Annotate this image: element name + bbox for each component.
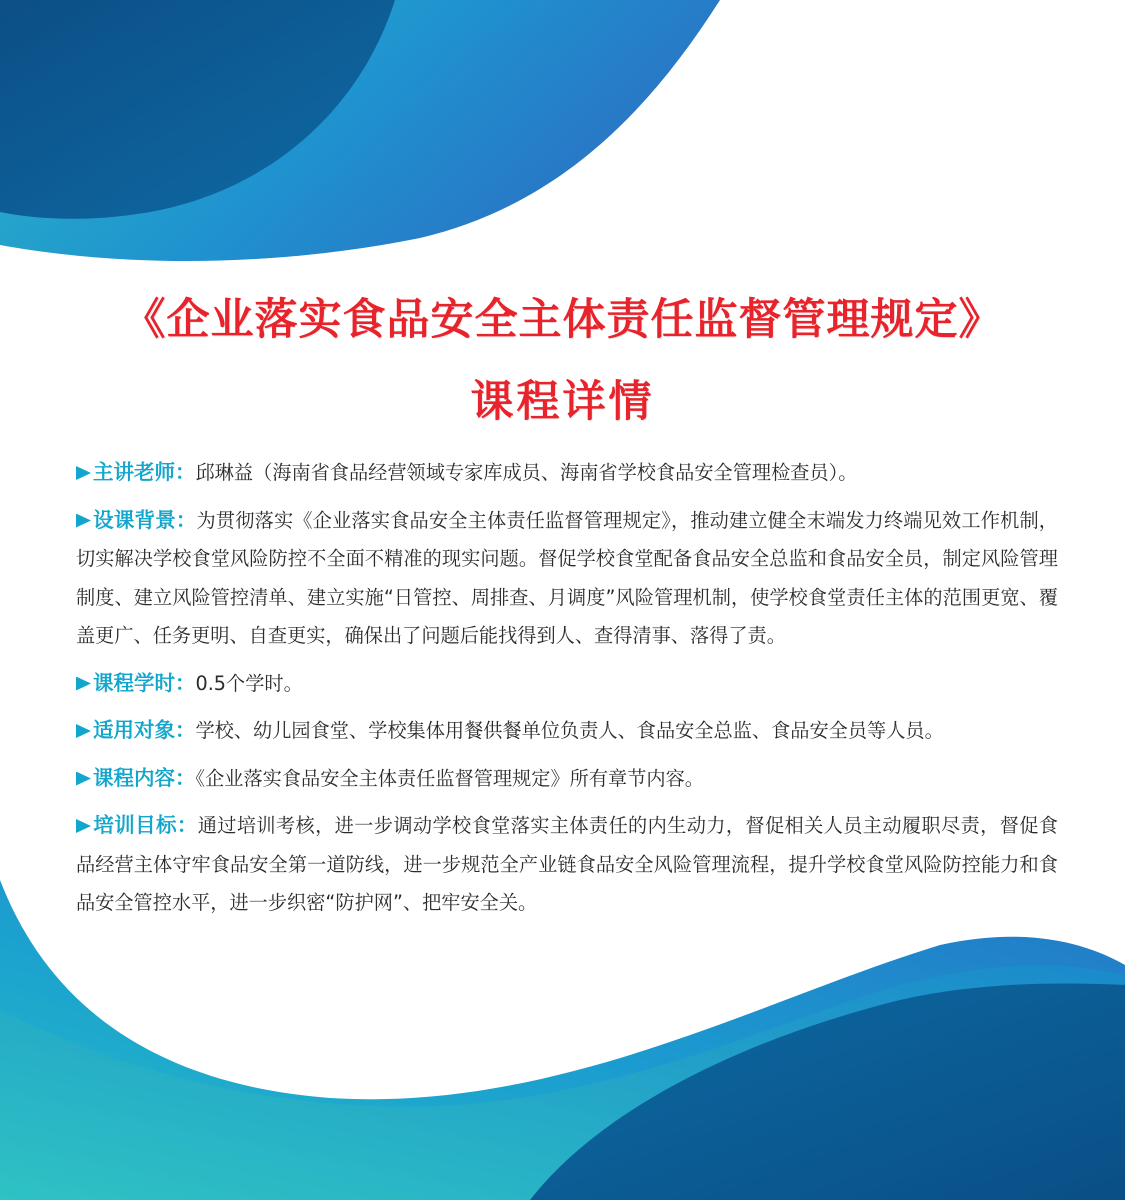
section-text: 为贯彻落实《企业落实食品安全主体责任监督管理规定》，推动建立健全末端发力终端见效工作机制，切实解决学校食堂风险防控不全面不精准的现实问题。督促学校食堂配备食品安全总监和食品安全员，制定风险管理制度、建立风险管控清单、建立实施“日管控、周排查、月调度”风险管理机制，使学校食堂责任主体的范围更宽、覆盖更广、任务更明、自查更实，确保出了问题后能找得到人、查得清事、落得了责。 xyxy=(76,508,1058,647)
section-background xyxy=(76,501,1058,656)
arrow-bullet-icon xyxy=(76,724,91,738)
section-text: 学校、幼儿园食堂、学校集体用餐供餐单位负责人、食品安全总监、食品安全员等人员。 xyxy=(195,719,944,742)
arrow-bullet-icon xyxy=(76,819,91,833)
section-text: 邱琳益（海南省食品经营领域专家库成员、海南省学校食品安全管理检查员）。 xyxy=(195,461,858,484)
section-goals xyxy=(76,806,1058,923)
section-text: 通过培训考核，进一步调动学校食堂落实主体责任的内生动力，督促相关人员主动履职尽责，督促食品经营主体守牢食品安全第一道防线，进一步规范全产业链食品安全风险管理流程，提升学校食堂风险防控能力和食品安全管控水平，进一步织密“防护网”、把牢安全关。 xyxy=(76,814,1058,914)
course-subtitle: 课程详情 xyxy=(470,377,655,427)
section-label: 主讲老师： xyxy=(93,460,196,484)
section-hours xyxy=(76,664,1058,704)
section-content xyxy=(76,759,1058,799)
course-info-list xyxy=(76,453,1058,931)
arrow-bullet-icon xyxy=(76,514,91,528)
arrow-bullet-icon xyxy=(76,466,91,480)
arrow-bullet-icon xyxy=(76,772,91,786)
section-label: 课程学时： xyxy=(93,670,196,695)
arrow-bullet-icon xyxy=(76,677,91,691)
section-label: 设课背景： xyxy=(93,507,197,532)
section-text: 0.5个学时。 xyxy=(195,671,303,695)
section-audience xyxy=(76,711,1058,751)
course-title: 《企业落实食品安全主体责任监督管理规定》 xyxy=(122,295,1003,345)
section-text: 《企业落实食品安全主体责任监督管理规定》所有章节内容。 xyxy=(195,766,704,790)
section-label: 课程内容： xyxy=(93,765,196,790)
section-label: 适用对象： xyxy=(93,718,196,742)
section-lecturer xyxy=(76,453,1058,493)
section-label: 培训目标： xyxy=(93,813,198,837)
